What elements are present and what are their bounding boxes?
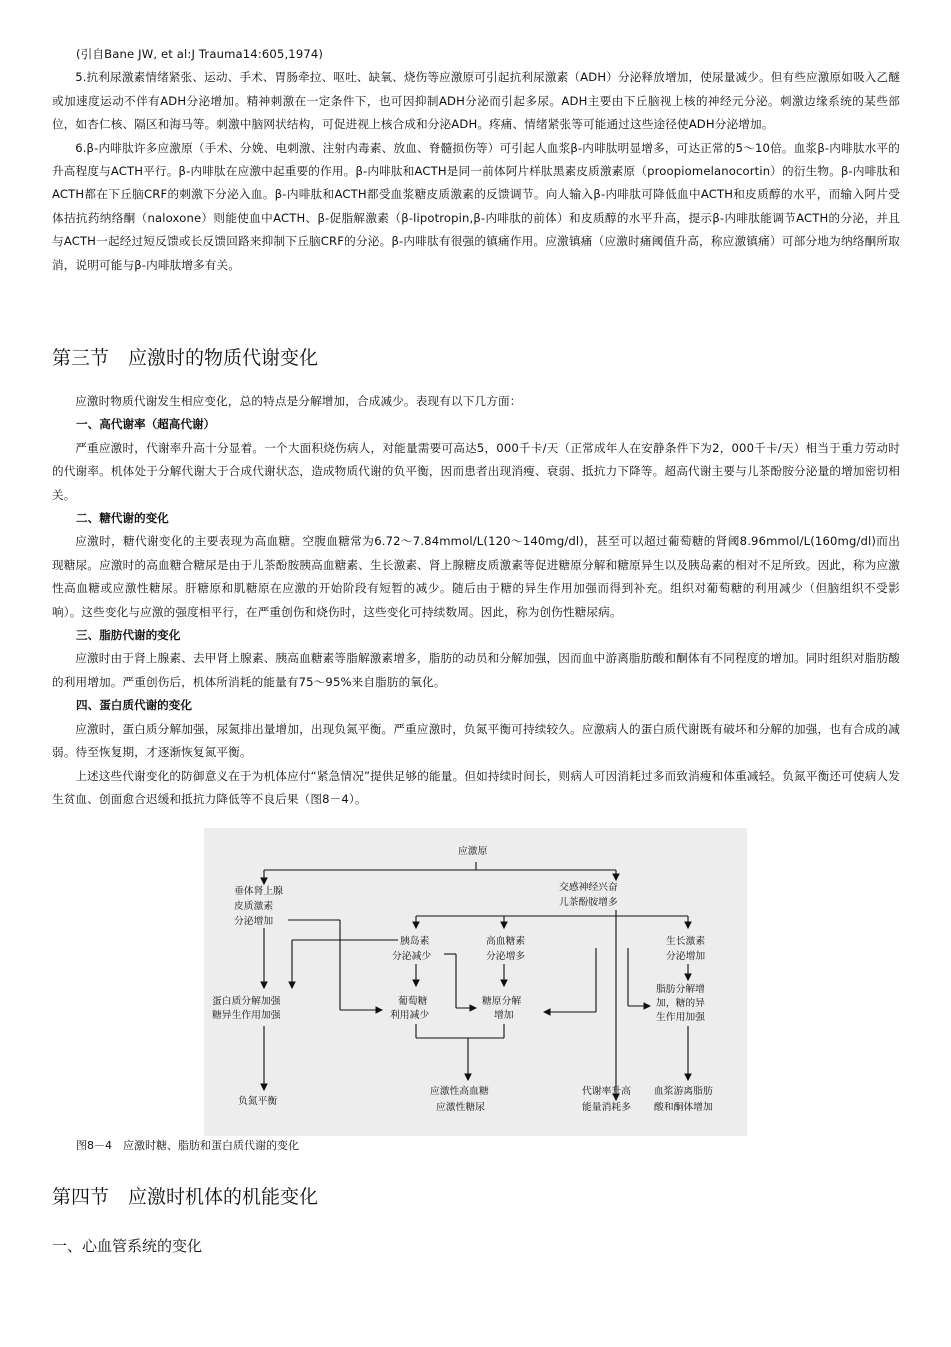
diagram-svg — [204, 828, 747, 1136]
node-glucose-use-2: 利用减少 — [390, 1010, 430, 1021]
node-fattyacid-1: 血浆游离脂肪 — [654, 1086, 713, 1097]
node-insulin-1: 胰岛素 — [400, 936, 430, 947]
node-pituitary-1: 垂体肾上腺 — [234, 886, 283, 897]
node-metabolic-1: 代谢率升高 — [582, 1086, 631, 1097]
subsection-glucose-text: 应激时，糖代谢变化的主要表现为高血糖。空腹血糖常为6.72～7.84mmol/L(120～140mg/dl)，甚至可以超过葡萄糖的肾阈8.96mmol/L(160mg/dl)而出现糖尿。应激时的高血糖合糖尿是由于儿茶酚胺胰高血糖素、生长激素、肾上腺糖皮质激素等促进糖原分解和糖原异生以及胰岛素的相对不足所致。因此，称为应激性高血糖或应激性糖尿。肝糖原和肌糖原在应激的开始阶段有短暂的减少。随后由于糖的异生作用加强而得到补充。组织对葡萄糖的利用减少（但脑组织不受影响）。这些变化与应激的强度相平行，在严重创伤和烧伤时，这些变化可持续数周。因此，称为创伤性糖尿病。 — [52, 534, 900, 619]
node-pituitary-2: 皮质激素 — [234, 901, 274, 912]
node-hyperglycemia-2: 应激性糖尿 — [436, 1102, 485, 1113]
metabolism-flow-diagram — [204, 828, 747, 1136]
subsection-hypermetabolism-title: 一、高代谢率（超高代谢） — [76, 417, 216, 432]
top-paragraphs — [52, 0, 900, 277]
node-glucagon-2: 分泌增多 — [486, 951, 526, 962]
section-3-intro: 应激时物质代谢发生相应变化，总的特点是分解增加，合成减少。表现有以下几方面： — [75, 394, 522, 408]
node-metabolic-2: 能量消耗多 — [582, 1102, 631, 1113]
node-root: 应激原 — [458, 846, 488, 857]
node-glucagon-1: 高血糖素 — [486, 936, 526, 947]
node-sympathetic-2: 儿茶酚胺增多 — [559, 897, 618, 908]
section-3-title: 第三节 应激时的物质代谢变化 — [52, 347, 319, 369]
section-3 — [52, 344, 900, 811]
node-glucose-use-1: 葡萄糖 — [398, 996, 428, 1007]
node-growth-2: 分泌增加 — [666, 951, 706, 962]
node-fat-1: 脂肪分解增 — [656, 984, 705, 995]
figure-caption: 图8－4 应激时糖、脂肪和蛋白质代谢的变化 — [76, 1139, 299, 1152]
node-glycogen-2: 增加 — [494, 1010, 514, 1021]
node-protein-2: 糖异生作用加强 — [212, 1010, 281, 1021]
node-hyperglycemia-1: 应激性高血糖 — [430, 1086, 489, 1097]
paragraph-adh: 5.抗利尿激素情绪紧张、运动、手术、胃肠牵拉、呕吐、缺氧、烧伤等应激原可引起抗利尿激素（ADH）分泌释放增加，使尿量减少。但有些应激原如吸入乙醚或加速度运动不伴有ADH分泌增加。精神刺激在一定条件下，也可因抑制ADH分泌而引起多尿。ADH主要由下丘脑视上核的神经元分泌。刺激边缘系统的某些部位，如杏仁核、隔区和海马等。刺激中脑网状结构，可促进视上核合成和分泌ADH。疼痛、情绪紧张等可能通过这些途径使ADH分泌增加。 — [52, 70, 900, 132]
node-fat-3: 生作用加强 — [656, 1012, 705, 1023]
subsection-glucose-title: 二、糖代谢的变化 — [76, 511, 169, 526]
node-glycogen-1: 糖原分解 — [482, 996, 522, 1007]
node-fat-2: 加，糖的异 — [656, 998, 705, 1009]
subsection-protein-text: 应激时，蛋白质分解加强，尿氮排出量增加，出现负氮平衡。严重应激时，负氮平衡可持续较久。应激病人的蛋白质代谢既有破坏和分解的加强，也有合成的减弱。待至恢复期，才逐渐恢复氮平衡。 — [52, 721, 900, 760]
node-growth-1: 生长激素 — [666, 936, 706, 947]
paragraph-endorphin: 6.β-内啡肽许多应激原（手术、分娩、电刺激、注射内毒素、放血、脊髓损伤等）可引起人血浆β-内啡肽明显增多，可达正常的5～10倍。血浆β-内啡肽水平的升高程度与ACTH平行。β-内啡肽在应激中起重要的作用。β-内啡肽和ACTH是同一前体阿片样肽黑素皮质激素原（proopiomelanocortin）的衍生物。β-内啡肽和ACTH都在下丘脑CRF的刺激下分泌入血。β-内啡肽和ACTH都受血浆糖皮质激素的反馈调节。向人输入β-内啡肽可降低血中ACTH和皮质醇的水平，而输入阿片受体拮抗药纳络酮（naloxone）则能使血中ACTH、β-促脂解激素（β-lipotropin,β-内啡肽的前体）和皮质醇的水平升高，提示β-内啡肽能调节ACTH的分泌，并且与ACTH一起经过短反馈或长反馈回路来抑制下丘脑CRF的分泌。β-内啡肽有很强的镇痛作用。应激镇痛（应激时痛阈值升高，称应激镇痛）可部分地为纳络酮所取消，说明可能与β-内啡肽增多有关。 — [52, 140, 900, 272]
section-4-title: 第四节 应激时机体的机能变化 — [52, 1186, 319, 1208]
subsection-protein-title: 四、蛋白质代谢的变化 — [76, 698, 192, 713]
section-3-summary: 上述这些代谢变化的防御意义在于为机体应付“紧急情况”提供足够的能量。但如持续时间长，则病人可因消耗过多而致消瘦和体重减轻。负氮平衡还可使病人发生贫血、创面愈合迟缓和抵抗力降低等不良后果（图8－4）。 — [52, 768, 900, 806]
node-nitrogen: 负氮平衡 — [238, 1096, 278, 1107]
node-sympathetic-1: 交感神经兴奋 — [559, 882, 618, 893]
node-insulin-2: 分泌减少 — [392, 951, 432, 962]
node-pituitary-3: 分泌增加 — [234, 916, 274, 927]
subsection-fat-title: 三、脂肪代谢的变化 — [76, 628, 181, 643]
subsection-fat-text: 应激时由于肾上腺素、去甲肾上腺素、胰高血糖素等脂解激素增多，脂肪的动员和分解加强，因而血中游离脂肪酸和酮体有不同程度的增加。同时组织对脂肪酸的利用增加。严重创伤后，机体所消耗的能量有75～95%来自脂肪的氧化。 — [52, 651, 900, 689]
section-4-subsection-title: 一、心血管系统的变化 — [52, 1237, 203, 1255]
node-fattyacid-2: 酸和酮体增加 — [654, 1102, 713, 1113]
node-protein-1: 蛋白质分解加强 — [212, 996, 281, 1007]
subsection-hypermetabolism-text: 严重应激时，代谢率升高十分显着。一个大面积烧伤病人，对能量需要可高达5，000千卡/天（正常成年人在安静条件下为2，000千卡/天）相当于重力劳动时的代谢率。机体处于分解代谢大于合成代谢状态，造成物质代谢的负平衡，因而患者出现消瘦、衰弱、抵抗力下降等。超高代谢主要与儿茶酚胺分泌量的增加密切相关。 — [52, 440, 900, 502]
citation: (引自Bane JW, et al:J Trauma14:605,1974) — [76, 47, 324, 61]
